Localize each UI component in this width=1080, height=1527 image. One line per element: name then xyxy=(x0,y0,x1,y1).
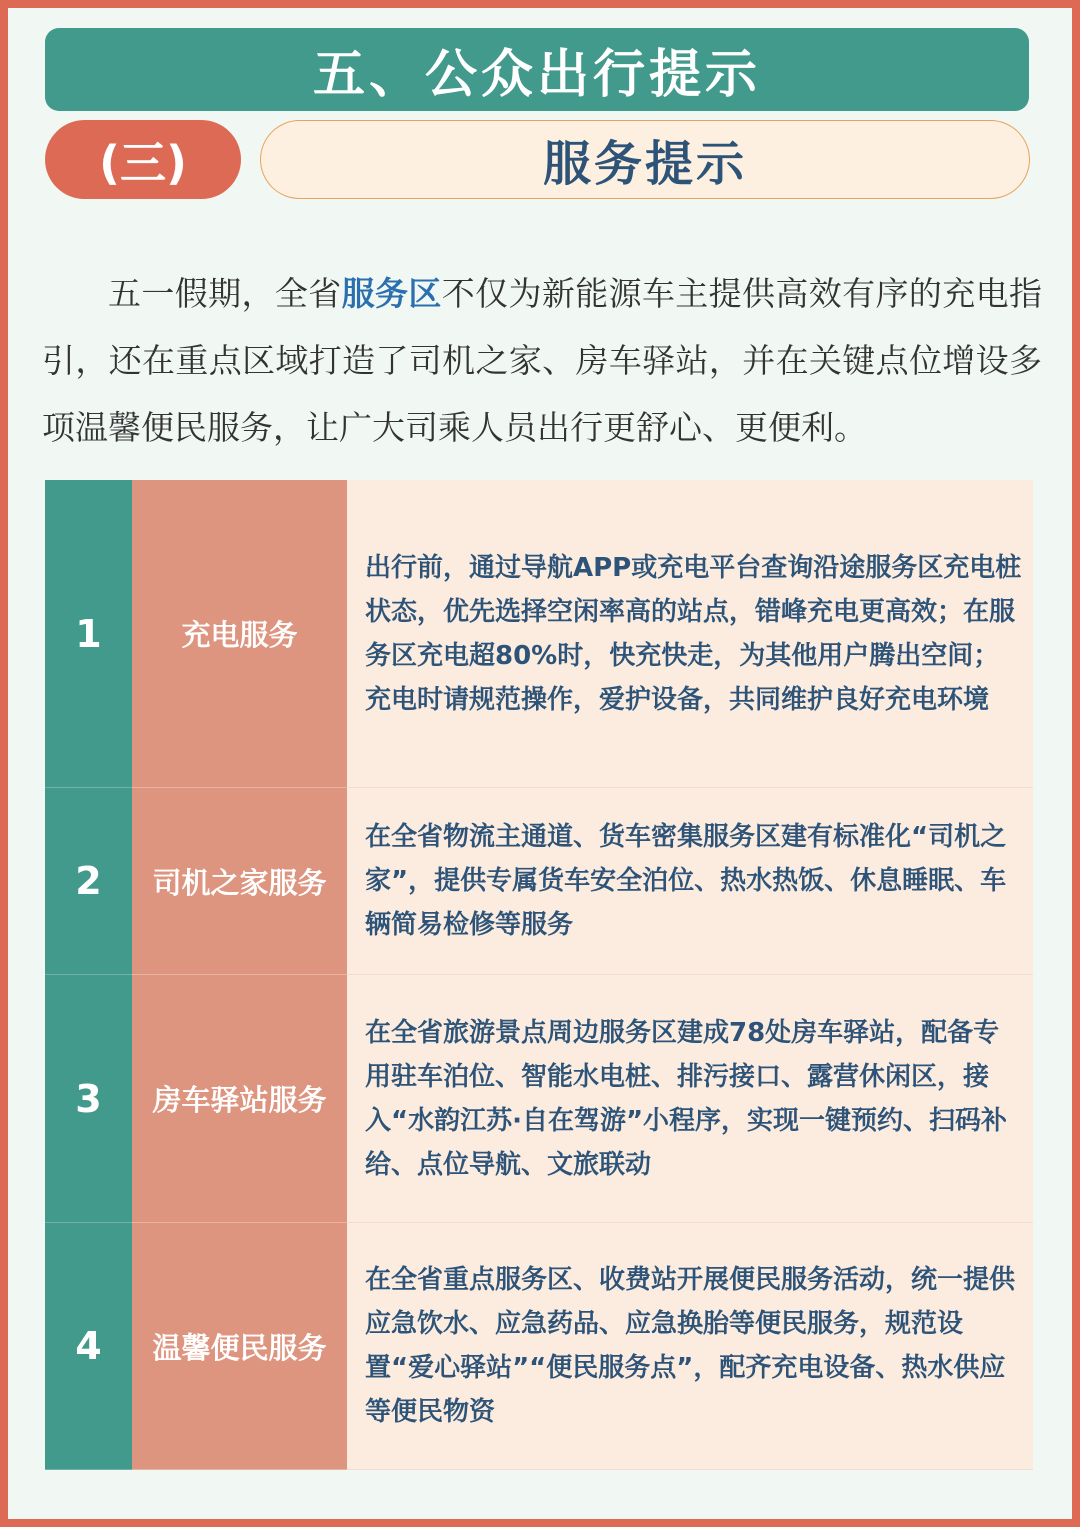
service-description: 出行前，通过导航APP或充电平台查询沿途服务区充电桩状态，优先选择空闲率高的站点，错峰充电更高效；在服务区充电超80%时，快充快走，为其他用户腾出空间；充电时请规范操作，爱护设备，共同维护良好充电环境 xyxy=(365,552,1022,715)
row-number: 4 xyxy=(45,1223,132,1470)
intro-text-before: 五一假期，全省 xyxy=(108,274,342,313)
intro-highlight: 服务区 xyxy=(341,274,442,313)
row-number: 1 xyxy=(45,480,132,788)
section-title: 服务提示 xyxy=(542,136,747,192)
table-row xyxy=(45,480,1033,788)
service-description: 在全省重点服务区、收费站开展便民服务活动，统一提供应急饮水、应急药品、应急换胎等便民服务，规范设置“爱心驿站”“便民服务点”，配齐充电设备、热水供应等便民物资 xyxy=(365,1265,1016,1427)
services-table xyxy=(45,480,1033,1470)
title-banner xyxy=(45,28,1029,111)
service-name: 司机之家服务 xyxy=(132,788,347,975)
service-description-cell xyxy=(347,975,1033,1223)
service-name: 充电服务 xyxy=(132,480,347,788)
table-row xyxy=(45,975,1033,1223)
service-description: 在全省物流主通道、货车密集服务区建有标准化“司机之家”，提供专属货车安全泊位、热水热饭、休息睡眠、车辆简易检修等服务 xyxy=(365,822,1007,940)
service-description-cell xyxy=(347,788,1033,975)
section-number: (三) xyxy=(98,135,188,190)
service-description-cell xyxy=(347,480,1033,788)
intro-text-after: 不仅为新能源车主提供高效有序的充电指引，还在重点区域打造了司机之家、房车驿站，并在关键点位增设多项温馨便民服务，让广大司乘人员出行更舒心、更便利。 xyxy=(42,274,1043,447)
section-title-pill xyxy=(260,120,1030,199)
service-name: 房车驿站服务 xyxy=(132,975,347,1223)
page-frame xyxy=(8,8,1072,1519)
page-title: 五、公众出行提示 xyxy=(312,45,761,105)
table-row xyxy=(45,788,1033,975)
table-row xyxy=(45,1223,1033,1470)
row-number: 2 xyxy=(45,788,132,975)
intro-paragraph xyxy=(42,260,1042,461)
row-number: 3 xyxy=(45,975,132,1223)
section-number-badge xyxy=(45,120,241,199)
service-description-cell xyxy=(347,1223,1033,1470)
service-name: 温馨便民服务 xyxy=(132,1223,347,1470)
service-description: 在全省旅游景点周边服务区建成78处房车驿站，配备专用驻车泊位、智能水电桩、排污接口、露营休闲区，接入“水韵江苏·自在驾游”小程序，实现一键预约、扫码补给、点位导航、文旅联动 xyxy=(365,1017,1008,1180)
